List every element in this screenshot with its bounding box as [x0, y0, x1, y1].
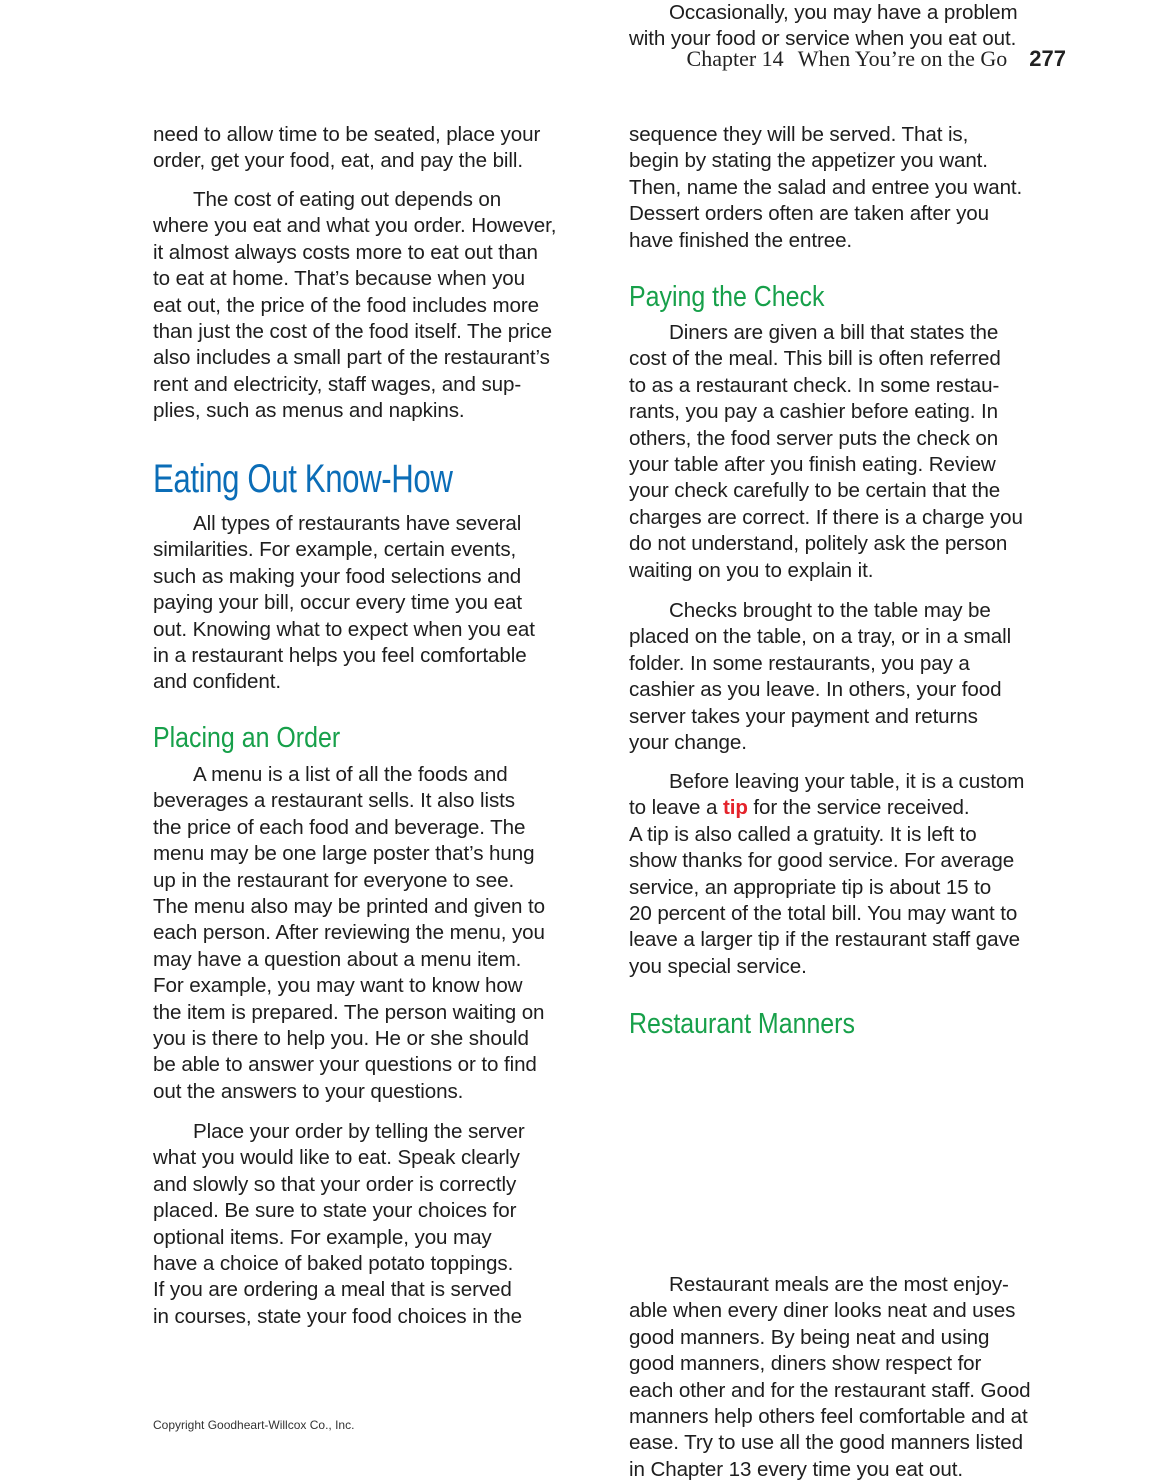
text-line: able when every diner looks neat and uses [629, 1299, 1016, 1323]
text-line: need to allow time to be seated, place your [153, 123, 541, 146]
text-line: each person. After reviewing the menu, you [153, 921, 545, 945]
text-line: good manners. By being neat and using [629, 1325, 990, 1349]
text-span: to leave a [629, 796, 723, 820]
page-number: 277 [1029, 46, 1066, 71]
text-line: also includes a small part of the restaurant’s [153, 346, 550, 370]
text-line: and slowly so that your order is correctly [153, 1172, 517, 1196]
paragraph [629, 1272, 1079, 1483]
text-line: out the answers to your questions. [153, 1079, 464, 1103]
text-line [629, 795, 1079, 821]
text-line: rent and electricity, staff wages, and sup- [153, 372, 522, 396]
text-line: placed. Be sure to state your choices for [153, 1199, 517, 1223]
paragraph [629, 769, 1079, 980]
paragraph [629, 320, 1079, 584]
text-line: similarities. For example, certain events, [153, 538, 517, 562]
subsection-heading: Restaurant Manners [629, 1008, 855, 1040]
text-line: show thanks for good service. For average [629, 849, 1015, 873]
text-line: All types of restaurants have several [193, 512, 522, 535]
text-line: with your food or service when you eat out. [629, 27, 1017, 51]
text-line: A tip is also called a gratuity. It is left to [629, 822, 977, 846]
text-line: in courses, state your food choices in the [153, 1304, 522, 1328]
text-line: you special service. [629, 954, 807, 978]
text-line: order, get your food, eat, and pay the bill. [153, 149, 523, 173]
text-line: manners help others feel comfortable and at [629, 1404, 1028, 1428]
text-line: The cost of eating out depends on [193, 188, 502, 211]
text-line: Then, name the salad and entree you want. [629, 175, 1023, 199]
text-line: Diners are given a bill that states the [669, 321, 999, 344]
text-line: cost of the meal. This bill is often referred [629, 347, 1001, 371]
paragraph [153, 1119, 603, 1330]
text-line: Place your order by telling the server [193, 1120, 525, 1143]
text-line: Dessert orders often are taken after you [629, 202, 990, 226]
text-line: such as making your food selections and [153, 564, 522, 588]
section-heading: Eating Out Know-How [153, 457, 453, 501]
text-line: menu may be one large poster that’s hung [153, 842, 535, 866]
text-line: others, the food server puts the check on [629, 426, 999, 450]
text-line: your change. [629, 730, 747, 754]
text-line: rants, you pay a cashier before eating. In [629, 400, 999, 424]
text-line: up in the restaurant for everyone to see. [153, 868, 515, 892]
text-line: it almost always costs more to eat out than [153, 240, 538, 264]
text-line: Checks brought to the table may be [669, 599, 991, 622]
text-line: out. Knowing what to expect when you eat [153, 617, 535, 641]
text-line: folder. In some restaurants, you pay a [629, 651, 970, 675]
text-line: begin by stating the appetizer you want. [629, 149, 988, 173]
text-line: If you are ordering a meal that is served [153, 1278, 512, 1302]
subsection-heading: Placing an Order [153, 722, 341, 754]
subsection-heading: Paying the Check [629, 281, 825, 313]
text-line: A menu is a list of all the foods and [193, 763, 508, 786]
text-line: Restaurant meals are the most enjoy- [669, 1273, 1009, 1296]
text-line: have finished the entree. [629, 228, 853, 252]
text-line: your table after you finish eating. Review [629, 452, 996, 476]
text-line: in Chapter 13 every time you eat out. [629, 1457, 963, 1481]
text-line: each other and for the restaurant staff. Good [629, 1378, 1031, 1402]
copyright: Copyright Goodheart-Willcox Co., Inc. [153, 1418, 355, 1432]
paragraph [629, 122, 1079, 254]
text-line: ease. Try to use all the good manners listed [629, 1431, 1023, 1455]
paragraph [153, 187, 603, 425]
text-line: placed on the table, on a tray, or in a small [629, 625, 1012, 649]
text-line: optional items. For example, you may [153, 1225, 492, 1249]
text-line: you is there to help you. He or she should [153, 1026, 529, 1050]
text-line: the price of each food and beverage. The [153, 815, 526, 839]
text-line: leave a larger tip if the restaurant staff gave [629, 928, 1021, 952]
text-line: server takes your payment and returns [629, 704, 978, 728]
text-span: for the service received. [747, 796, 970, 820]
text-line: the item is prepared. The person waiting on [153, 1000, 545, 1024]
text-line: to as a restaurant check. In some restau- [629, 373, 1000, 397]
paragraph [153, 122, 603, 175]
text-line: charges are correct. If there is a charge you [629, 505, 1023, 529]
paragraph [629, 0, 1079, 53]
text-line: eat out, the price of the food includes more [153, 293, 539, 317]
text-line: waiting on you to explain it. [629, 558, 874, 582]
text-line: Occasionally, you may have a problem [669, 1, 1018, 24]
text-line: have a choice of baked potato toppings. [153, 1251, 514, 1275]
text-line: For example, you may want to know how [153, 974, 523, 998]
text-line: your check carefully to be certain that the [629, 479, 1001, 503]
text-line: to eat at home. That’s because when you [153, 267, 525, 291]
text-line: where you eat and what you order. However, [153, 214, 557, 238]
paragraph [153, 511, 603, 696]
text-line: be able to answer your questions or to find [153, 1053, 537, 1077]
chapter-number: Chapter 14 [686, 46, 784, 71]
text-line: in a restaurant helps you feel comfortable [153, 643, 527, 667]
text-line: plies, such as menus and napkins. [153, 399, 465, 423]
text-line: good manners, diners show respect for [629, 1352, 982, 1376]
text-line: 20 percent of the total bill. You may want to [629, 901, 1018, 925]
key-term-tip: tip [722, 796, 748, 820]
text-line: and confident. [153, 670, 281, 694]
text-line: paying your bill, occur every time you eat [153, 591, 522, 615]
text-line: do not understand, politely ask the person [629, 532, 1008, 556]
chapter-title: When You’re on the Go [797, 46, 1008, 71]
paragraph [629, 598, 1079, 756]
text-line: than just the cost of the food itself. The price [153, 319, 552, 343]
text-line: sequence they will be served. That is, [629, 123, 969, 146]
text-line: cashier as you leave. In others, your food [629, 678, 1002, 702]
text-line: The menu also may be printed and given to [153, 894, 545, 918]
text-line: Before leaving your table, it is a custom [669, 770, 1025, 793]
paragraph [153, 762, 603, 1105]
text-line: what you would like to eat. Speak clearly [153, 1146, 520, 1170]
text-line: beverages a restaurant sells. It also lists [153, 789, 515, 813]
text-line: may have a question about a menu item. [153, 947, 522, 971]
text-line: service, an appropriate tip is about 15 to [629, 875, 992, 899]
